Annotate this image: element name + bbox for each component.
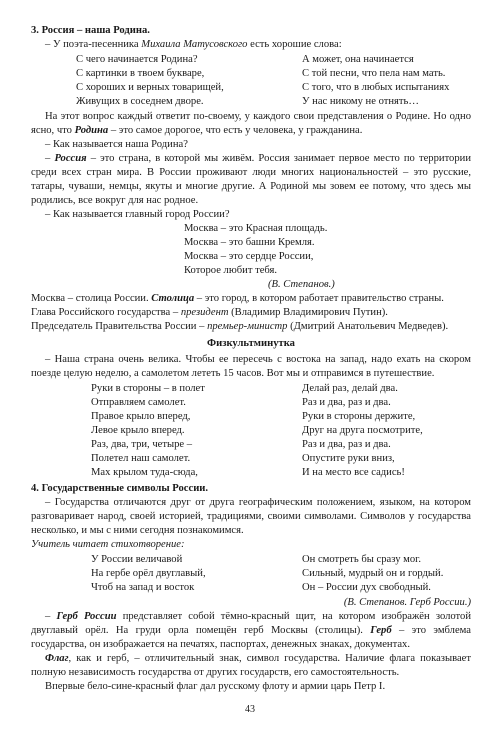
poem-line: Раз и два, раз и два.	[302, 397, 391, 408]
poem-line: На гербе орёл двуглавый,	[91, 568, 206, 579]
paragraph-president: Глава Российского государства – президент (Владимир Владимирович Путин).	[31, 307, 388, 318]
paragraph-flag-history: Впервые бело-сине-красный флаг дал русскому флоту и армии царь Петр I.	[45, 681, 386, 692]
poem-line: У нас никому не отнять…	[302, 96, 419, 107]
poem-gerb-right	[302, 553, 443, 595]
page-number: 43	[245, 704, 255, 715]
section-3-intro: – У поэта-песенника Михаила Матусовского есть хорошие слова:	[45, 39, 342, 50]
poem-line: С чего начинается Родина?	[76, 54, 198, 65]
poem-line: Делай раз, делай два.	[302, 383, 398, 394]
poem-line: А может, она начинается	[302, 54, 414, 65]
poem-line: Друг на друга посмотрите,	[302, 425, 423, 436]
poem-line: Правое крыло вперед,	[91, 411, 191, 422]
paragraph-gerb: – Герб России представляет собой тёмно-красный щит, на котором изображён золотой двуглавый орёл. На груди орла помещён герб Москвы (столицы). Герб – это эмблема государства, он изображается на печатях, паспортах, денежных знаках, документах.	[31, 611, 471, 650]
question-rodina: – Как называется наша Родина?	[45, 139, 188, 150]
poem-samolet	[31, 382, 471, 480]
poem-line: Москва – это башни Кремля.	[184, 237, 315, 248]
poem-gerb	[31, 553, 471, 595]
poem-gerb-author: (В. Степанов. Герб России.)	[343, 597, 471, 608]
poem-line: Отправляем самолет.	[91, 397, 186, 408]
poem-rodina-right	[302, 53, 449, 109]
paragraph-prime-minister: Председатель Правительства России – премьер-министр (Дмитрий Анатольевич Медведев).	[31, 321, 449, 332]
poem-line: С той песни, что пела нам мать.	[302, 68, 446, 79]
poem-line: Левое крыло вперед.	[91, 425, 185, 436]
paragraph-rossiya: – Россия – это страна, в которой мы живём. Россия занимает первое место по территории среди всех стран мира. В России проживают люди многих национальностей – это русские, татары, чуваши, немцы, якуты и многие другие. А Родиной мы зовем ее потому, что здесь мы родились, все вокруг для нас родное.	[31, 153, 471, 206]
poem-line: Москва – это сердце России,	[184, 251, 314, 262]
poem-line: Которое любит тебя.	[184, 265, 278, 276]
paragraph-rodina: На этот вопрос каждый ответит по-своему, у каждого свои представления о Родине. Но одно ясно, что Родина – это самое дорогое, что есть у человека, у гражданина.	[31, 111, 471, 136]
teacher-note: Учитель читает стихотворение:	[31, 539, 185, 550]
poem-line: Опустите руки вниз,	[302, 453, 395, 464]
poem-moskva-author: (В. Степанов.)	[268, 279, 335, 290]
fizkultminutka-intro: – Наша страна очень велика. Чтобы ее пересечь с востока на запад, надо ехать на скором поезде целую неделю, а самолетом лететь 15 часов. Вот мы и отправимся в путешествие.	[31, 354, 471, 379]
poem-line: Он смотреть бы сразу мог.	[302, 554, 421, 565]
poem-line: С картинки в твоем букваре,	[76, 68, 205, 79]
poem-rodina-left	[76, 53, 302, 109]
poem-line: И на место все садись!	[302, 467, 405, 478]
poem-line: Чтоб на запад и восток	[91, 582, 195, 593]
poem-line: Раз, два, три, четыре –	[91, 439, 193, 450]
poem-line: Руки в стороны – в полет	[91, 383, 205, 394]
poem-line: С того, что в любых испытаниях	[302, 82, 450, 93]
poem-line: Мах крылом туда-сюда,	[91, 467, 198, 478]
fizkultminutka-title: Физкультминутка	[207, 338, 295, 349]
poem-line: Он – России дух свободный.	[302, 582, 431, 593]
poem-samolet-left	[91, 382, 302, 480]
poem-line: У России величавой	[91, 554, 183, 565]
poem-line: Москва – это Красная площадь.	[184, 223, 328, 234]
poem-line: С хороших и верных товарищей,	[76, 82, 224, 93]
poem-line: Сильный, мудрый он и гордый.	[302, 568, 444, 579]
poem-line: Раз и два, раз и два.	[302, 439, 391, 450]
page-content	[31, 24, 471, 694]
poem-samolet-right	[302, 382, 423, 480]
poem-gerb-left	[91, 553, 302, 595]
paragraph-capital: Москва – столица России. Столица – это город, в котором работает правительство страны.	[31, 293, 444, 304]
paragraph-flag: Флаг, как и герб, – отличительный знак, символ государства. Наличие флага показывает полную независимость государства от других государств, его самостоятельность.	[31, 653, 471, 678]
question-capital: – Как называется главный город России?	[45, 209, 230, 220]
section-3-title: 3. Россия – наша Родина.	[31, 25, 150, 36]
poem-line: Полетел наш самолет.	[91, 453, 191, 464]
poem-rodina	[31, 53, 471, 109]
poem-moskva	[184, 222, 471, 278]
paragraph-symbols: – Государства отличаются друг от друга географическим положением, языком, на котором разговаривает народ, своей историей, традициями, своими символами. Символов у государства несколько, и мы с ними сегодня познакомимся.	[31, 497, 471, 536]
poem-line: Живущих в соседнем дворе.	[76, 96, 204, 107]
section-4-title: 4. Государственные символы России.	[31, 483, 209, 494]
poem-line: Руки в стороны держите,	[302, 411, 416, 422]
